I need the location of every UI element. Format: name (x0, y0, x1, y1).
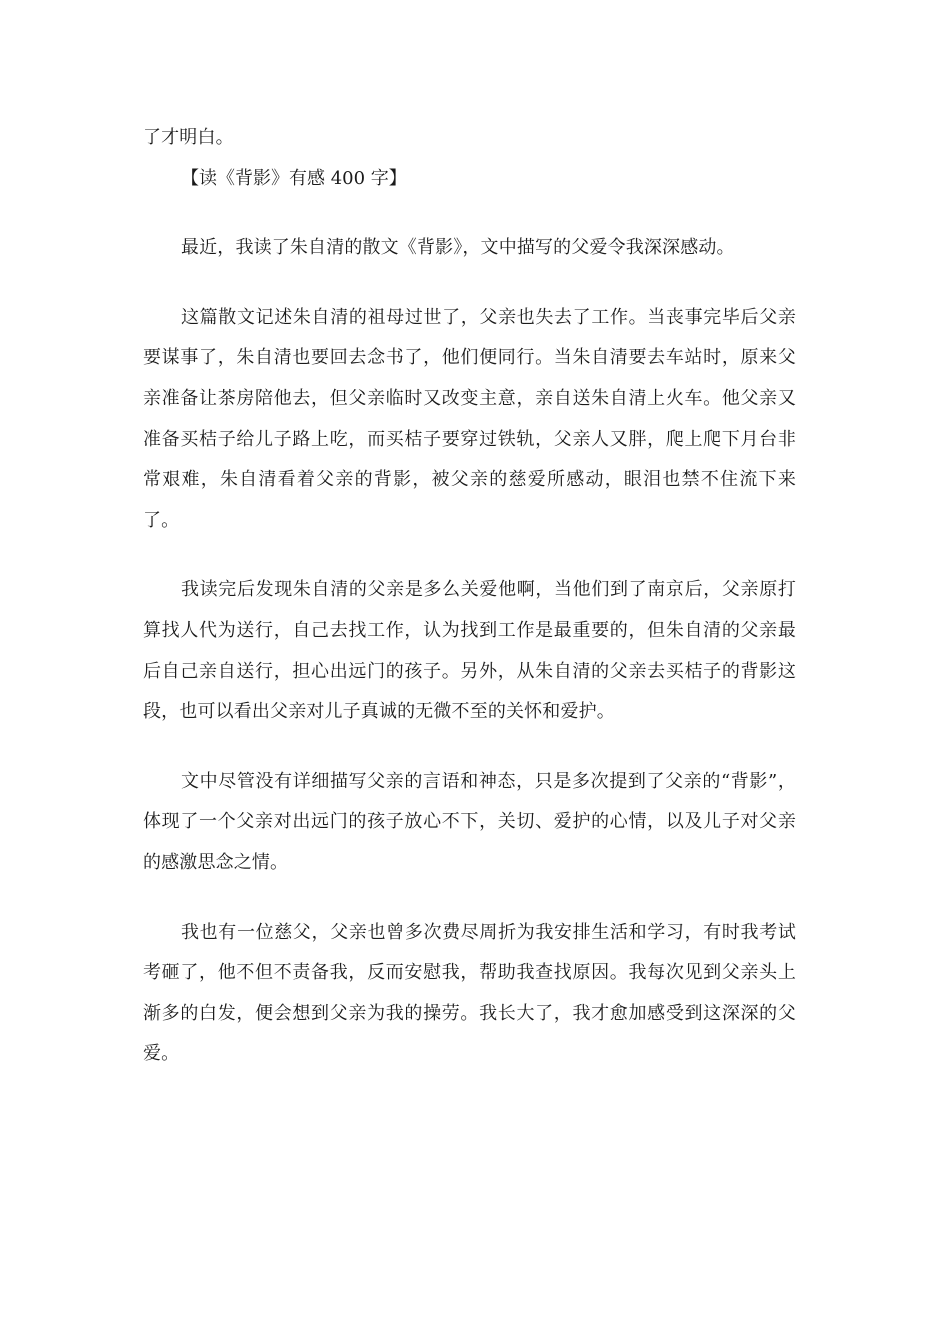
paragraph-4: 文中尽管没有详细描写父亲的言语和神态，只是多次提到了父亲的“背影”，体现了一个父亲对出远门的孩子放心不下，关切、爱护的心情，以及儿子对父亲的感激思念之情。 (143, 770, 796, 873)
document-body (143, 118, 796, 1075)
continuation-text: 了才明白。 (143, 127, 234, 148)
paragraph-1: 最近，我读了朱自清的散文《背影》，文中描写的父爱令我深深感动。 (181, 237, 735, 259)
paragraph-2: 这篇散文记述朱自清的祖母过世了，父亲也失去了工作。当丧事完毕后父亲要谋事了，朱自清也要回去念书了，他们便同行。当朱自清要去车站时，原来父亲准备让茶房陪他去，但父亲临时又改变主意，亲自送朱自清上火车。他父亲又准备买桔子给儿子路上吃，而买桔子要穿过铁轨，父亲人又胖，爬上爬下月台非常艰难，朱自清看着父亲的背影，被父亲的慈爱所感动，眼泪也禁不住流下来了。 (143, 306, 796, 531)
section-heading: 【读《背影》有感 400 字】 (181, 167, 407, 189)
paragraph-3: 我读完后发现朱自清的父亲是多么关爱他啊，当他们到了南京后，父亲原打算找人代为送行，自己去找工作，认为找到工作是最重要的，但朱自清的父亲最后自己亲自送行，担心出远门的孩子。另外，从朱自清的父亲去买桔子的背影这段，也可以看出父亲对儿子真诚的无微不至的关怀和爱护。 (143, 579, 796, 723)
paragraph-5: 我也有一位慈父，父亲也曾多次费尽周折为我安排生活和学习，有时我考试考砸了，他不但不责备我，反而安慰我，帮助我查找原因。我每次见到父亲头上渐多的白发，便会想到父亲为我的操劳。我长大了，我才愈加感受到这深深的父爱。 (143, 921, 796, 1065)
